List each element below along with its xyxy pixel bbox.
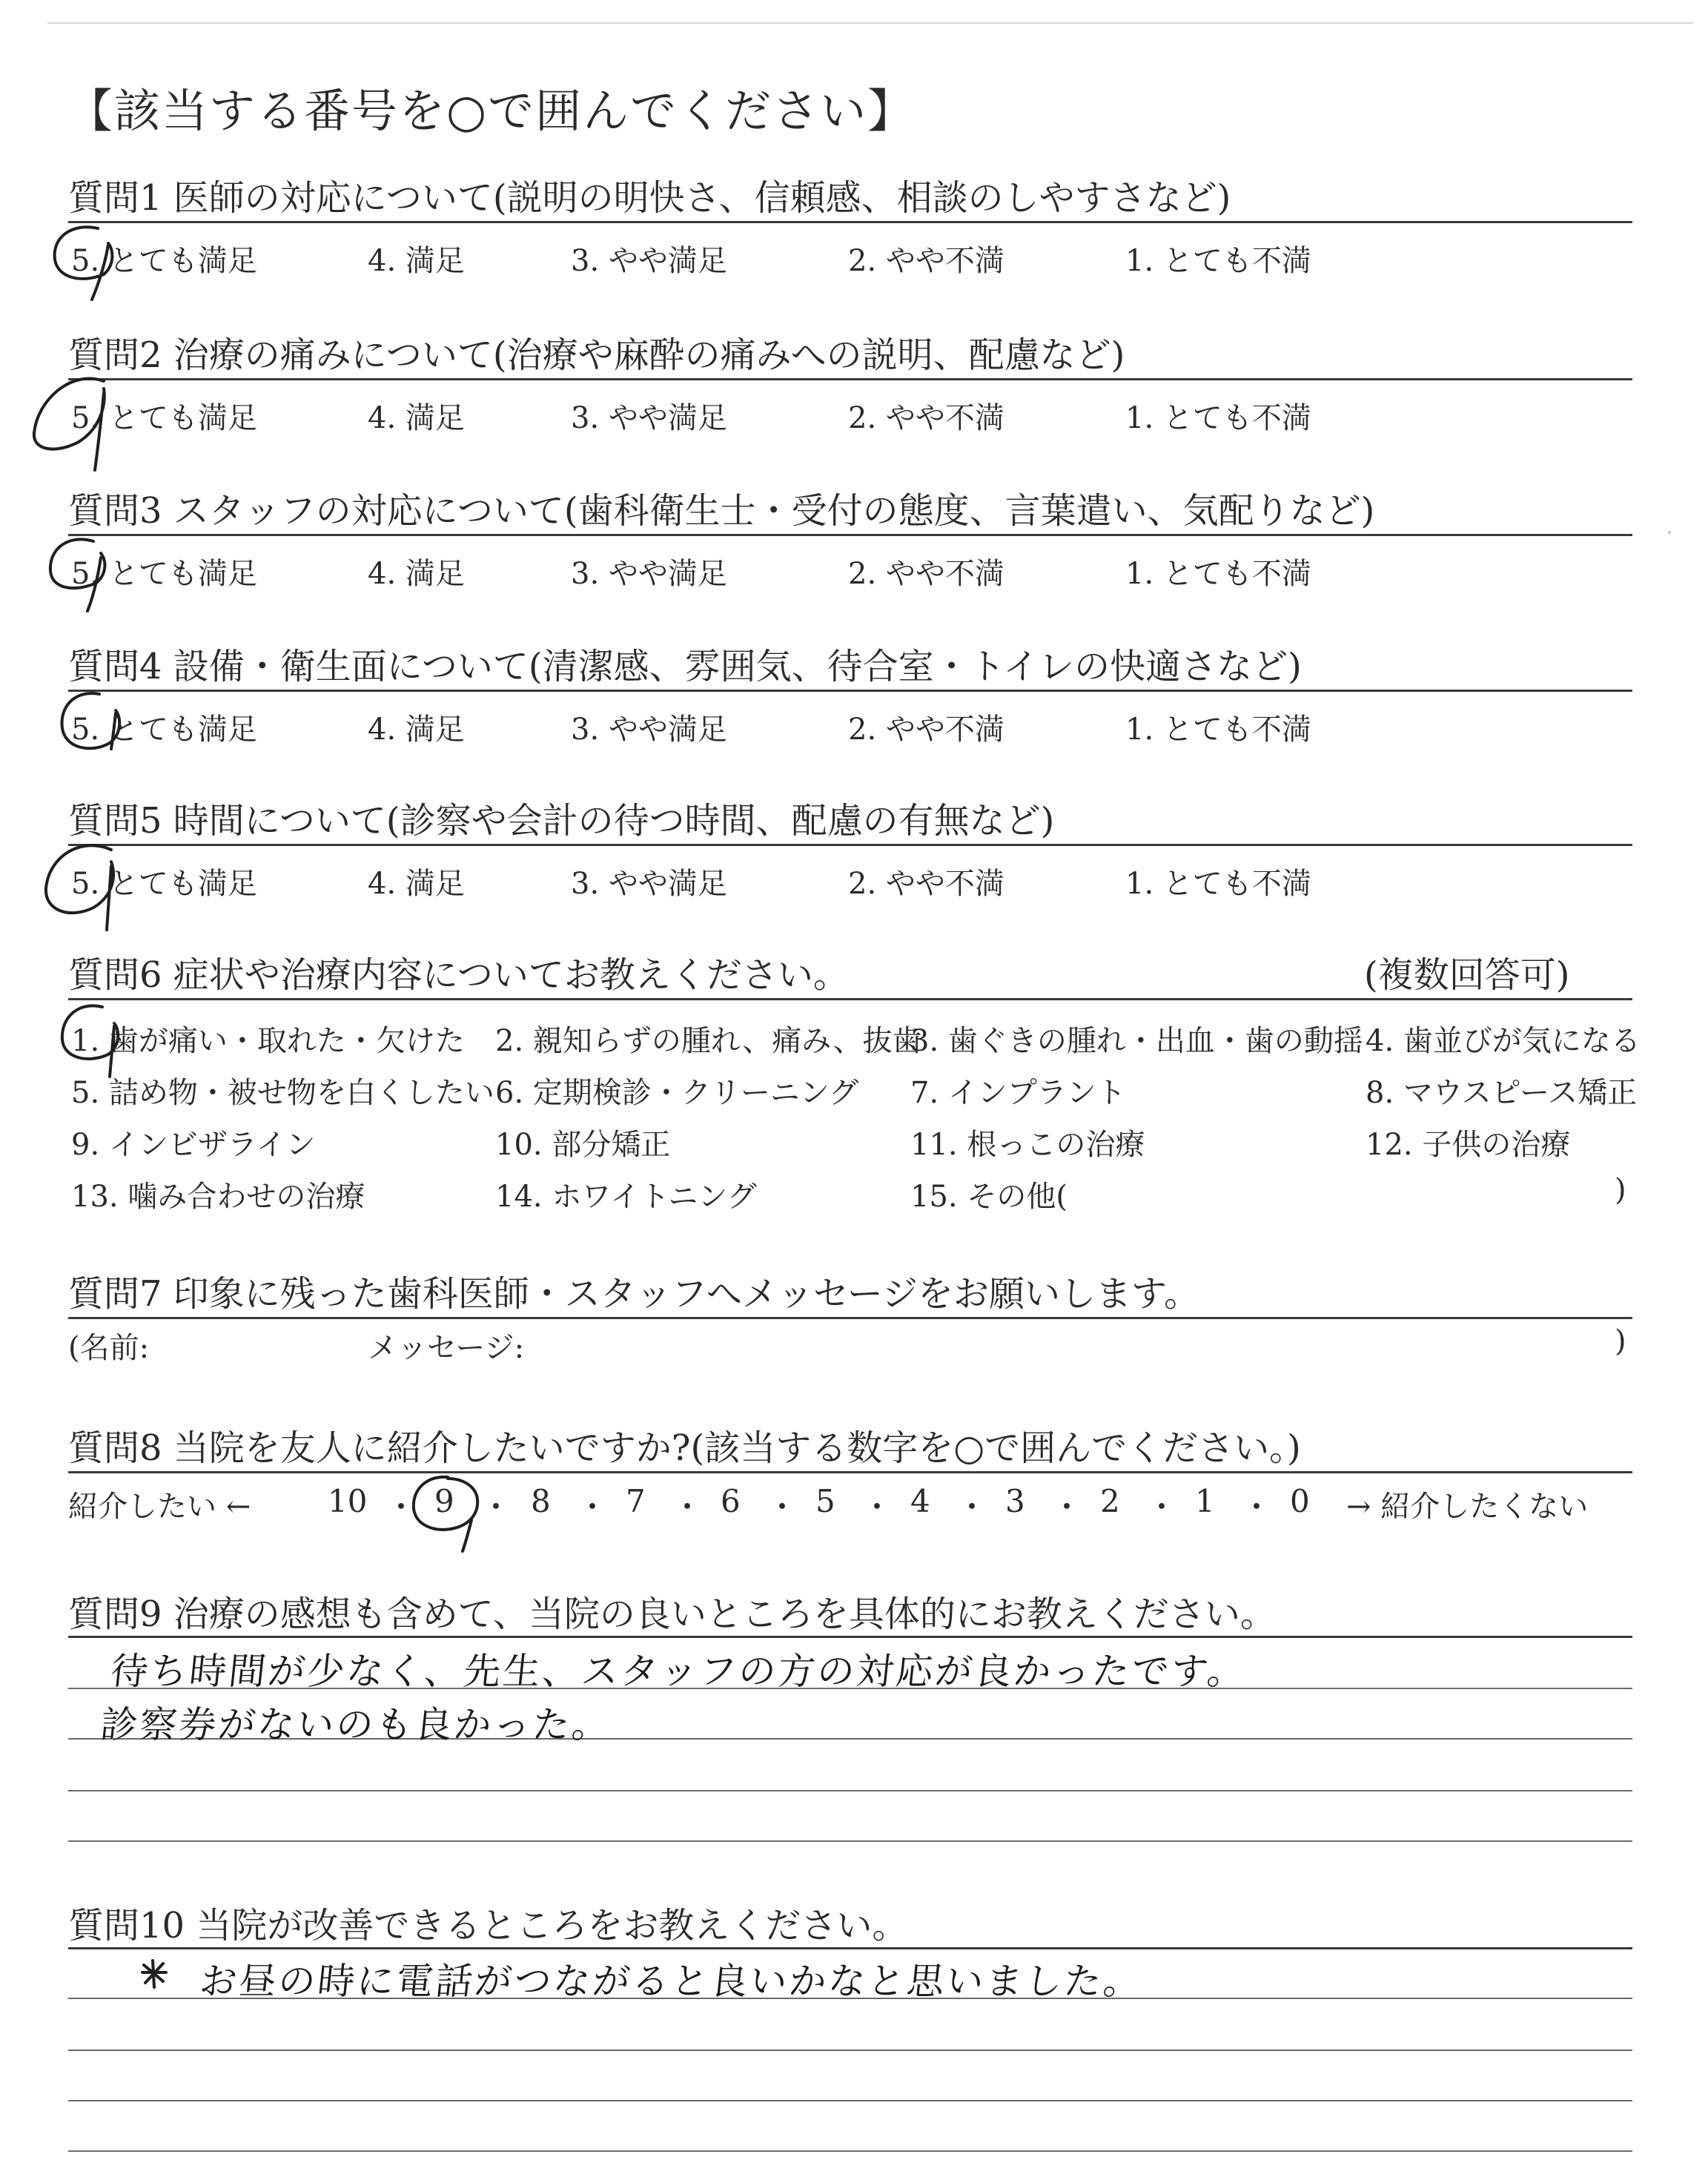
q2-option-3[interactable]: 3. やや満足 [571, 401, 727, 435]
q1-rule [68, 221, 1632, 223]
q6-option-1[interactable]: 1. 歯が痛い・取れた・欠けた [71, 1024, 465, 1058]
q1-option-2[interactable]: 2. やや不満 [848, 244, 1004, 278]
q1-option-5[interactable]: 5. とても満足 [71, 244, 257, 278]
q8-selected-circle [406, 1473, 488, 1554]
q1-option-1[interactable]: 1. とても不満 [1125, 244, 1311, 278]
q2-option-5[interactable]: 5. とても満足 [71, 401, 257, 435]
q5-title: 質問5 時間について(診察や会計の待つ時間、配慮の有無など) [68, 800, 1055, 842]
q6-option-6[interactable]: 6. 定期検診・クリーニング [495, 1076, 859, 1110]
q10-answer-line-1: お昼の時に電話がつながると良いかなと思いました。 [197, 1960, 1145, 2003]
scan-mark [1668, 531, 1671, 534]
q8-dot: ・ [480, 1489, 512, 1525]
q6-option-15[interactable]: 15. その他( [910, 1180, 1068, 1214]
q8-scale-9[interactable]: 9 [434, 1483, 454, 1519]
q8-title: 質問8 当院を友人に紹介したいですか?(該当する数字を○で囲んでください。) [68, 1427, 1301, 1469]
q8-dot: ・ [767, 1489, 798, 1525]
q9-title: 質問9 治療の感想も含めて、当院の良いところを具体的にお教えください。 [68, 1593, 1276, 1635]
q4-option-3[interactable]: 3. やや満足 [571, 713, 727, 747]
q8-dot: ・ [1241, 1489, 1273, 1525]
q1-option-3[interactable]: 3. やや満足 [571, 244, 727, 278]
q6-option-10[interactable]: 10. 部分矯正 [495, 1128, 671, 1162]
q7-title: 質問7 印象に残った歯科医師・スタッフへメッセージをお願いします。 [68, 1273, 1200, 1315]
q6-option-11[interactable]: 11. 根っこの治療 [910, 1128, 1145, 1162]
q7-rule [68, 1317, 1632, 1319]
q1-option-4[interactable]: 4. 満足 [368, 244, 465, 278]
q6-option-8[interactable]: 8. マウスピース矯正 [1366, 1076, 1638, 1110]
q4-title: 質問4 設備・衛生面について(清潔感、雰囲気、待合室・トイレの快適さなど) [68, 646, 1302, 687]
q2-title: 質問2 治療の痛みについて(治療や麻酔の痛みへの説明、配慮など) [68, 334, 1125, 376]
q6-title: 質問6 症状や治療内容についてお教えください。 [68, 954, 849, 996]
q5-option-5[interactable]: 5. とても満足 [71, 867, 257, 901]
q6-option-4[interactable]: 4. 歯並びが気になる [1366, 1024, 1641, 1058]
q5-option-2[interactable]: 2. やや不満 [848, 867, 1004, 901]
scribble-mark [136, 1956, 171, 1990]
q8-left-label: 紹介したい ← [68, 1490, 251, 1524]
q3-rule [68, 534, 1632, 536]
q4-option-1[interactable]: 1. とても不満 [1125, 713, 1311, 747]
q6-option-15-close: ) [1615, 1173, 1626, 1207]
q9-answer-line [68, 1840, 1632, 1842]
q6-option-7[interactable]: 7. インプラント [910, 1076, 1126, 1110]
q10-rule [68, 1947, 1632, 1949]
q6-option-14[interactable]: 14. ホワイトニング [495, 1180, 757, 1214]
instruction-heading: 【該当する番号を○で囲んでください】 [67, 84, 916, 138]
q5-option-1[interactable]: 1. とても不満 [1125, 867, 1311, 901]
q9-answer-line-2: 診察券がないのも良かった。 [98, 1703, 614, 1746]
q8-right-label: → 紹介したくない [1346, 1490, 1589, 1524]
q10-answer-line [68, 2050, 1632, 2051]
q1-selected-circle [46, 221, 128, 303]
q8-scale-6[interactable]: 6 [721, 1483, 741, 1519]
q9-rule [68, 1636, 1632, 1638]
q8-scale-8[interactable]: 8 [531, 1483, 551, 1519]
q2-selected-circle [27, 371, 123, 475]
q7-name-label: (名前: [68, 1331, 150, 1365]
q8-dot: ・ [1051, 1489, 1083, 1525]
top-border [47, 22, 1693, 24]
q9-answer-line-1: 待ち時間が少なく、先生、スタッフの方の対応が良かったです。 [108, 1650, 1249, 1693]
q8-dot: ・ [1146, 1489, 1178, 1525]
q10-answer-line [68, 2150, 1632, 2152]
q3-title: 質問3 スタッフの対応について(歯科衛生士・受付の態度、言葉遣い、気配りなど) [68, 490, 1375, 532]
q8-scale-7[interactable]: 7 [626, 1483, 646, 1519]
q6-option-3[interactable]: 3. 歯ぐきの腫れ・出血・歯の動揺 [910, 1024, 1363, 1058]
q5-option-3[interactable]: 3. やや満足 [571, 867, 727, 901]
q6-option-9[interactable]: 9. インビザライン [71, 1128, 316, 1162]
q4-option-4[interactable]: 4. 満足 [368, 713, 465, 747]
q9-answer-line [68, 1790, 1632, 1791]
q8-scale-0[interactable]: 0 [1290, 1483, 1310, 1519]
q8-scale-4[interactable]: 4 [910, 1483, 930, 1519]
q3-option-3[interactable]: 3. やや満足 [571, 557, 727, 591]
q4-option-2[interactable]: 2. やや不満 [848, 713, 1004, 747]
q8-dot: ・ [385, 1489, 417, 1525]
q8-scale-10[interactable]: 10 [328, 1483, 368, 1519]
q3-option-4[interactable]: 4. 満足 [368, 557, 465, 591]
q8-scale-5[interactable]: 5 [815, 1483, 835, 1519]
q8-scale-3[interactable]: 3 [1005, 1483, 1025, 1519]
q7-close-paren: ) [1615, 1324, 1626, 1358]
q6-option-2[interactable]: 2. 親知らずの腫れ、痛み、抜歯 [495, 1024, 922, 1058]
q6-option-13[interactable]: 13. 噛み合わせの治療 [71, 1180, 365, 1214]
q5-rule [68, 844, 1632, 846]
q6-multiple-note: (複数回答可) [1364, 954, 1570, 996]
q4-rule [68, 690, 1632, 692]
q8-dot: ・ [672, 1489, 704, 1525]
q8-dot: ・ [577, 1489, 609, 1525]
q3-selected-circle [42, 532, 123, 614]
q3-option-1[interactable]: 1. とても不満 [1125, 557, 1311, 591]
q10-title: 質問10 当院が改善できるところをお教えください。 [68, 1905, 908, 1946]
q6-option-12[interactable]: 12. 子供の治療 [1366, 1128, 1571, 1162]
q2-option-4[interactable]: 4. 満足 [368, 401, 465, 435]
q1-title: 質問1 医師の対応について(説明の明快さ、信頼感、相談のしやすさなど) [68, 177, 1231, 219]
q8-scale-2[interactable]: 2 [1100, 1483, 1120, 1519]
q2-option-1[interactable]: 1. とても不満 [1125, 401, 1311, 435]
q10-answer-line [68, 2100, 1632, 2101]
q8-scale-1[interactable]: 1 [1195, 1483, 1215, 1519]
q3-option-2[interactable]: 2. やや不満 [848, 557, 1004, 591]
q4-selected-circle [53, 688, 135, 762]
q5-selected-circle [37, 836, 133, 933]
q5-option-4[interactable]: 4. 満足 [368, 867, 465, 901]
q4-option-5[interactable]: 5. とても満足 [71, 713, 257, 747]
q2-option-2[interactable]: 2. やや不満 [848, 401, 1004, 435]
q7-message-label: メッセージ: [368, 1331, 525, 1365]
q8-dot: ・ [861, 1489, 893, 1525]
q6-selected-circle [53, 1000, 135, 1081]
q2-rule [68, 378, 1632, 380]
q6-rule [68, 998, 1632, 1000]
q8-rule [68, 1471, 1632, 1473]
q8-dot: ・ [956, 1489, 988, 1525]
q6-option-5[interactable]: 5. 詰め物・被せ物を白くしたい [71, 1076, 494, 1110]
q3-option-5[interactable]: 5. とても満足 [71, 557, 257, 591]
